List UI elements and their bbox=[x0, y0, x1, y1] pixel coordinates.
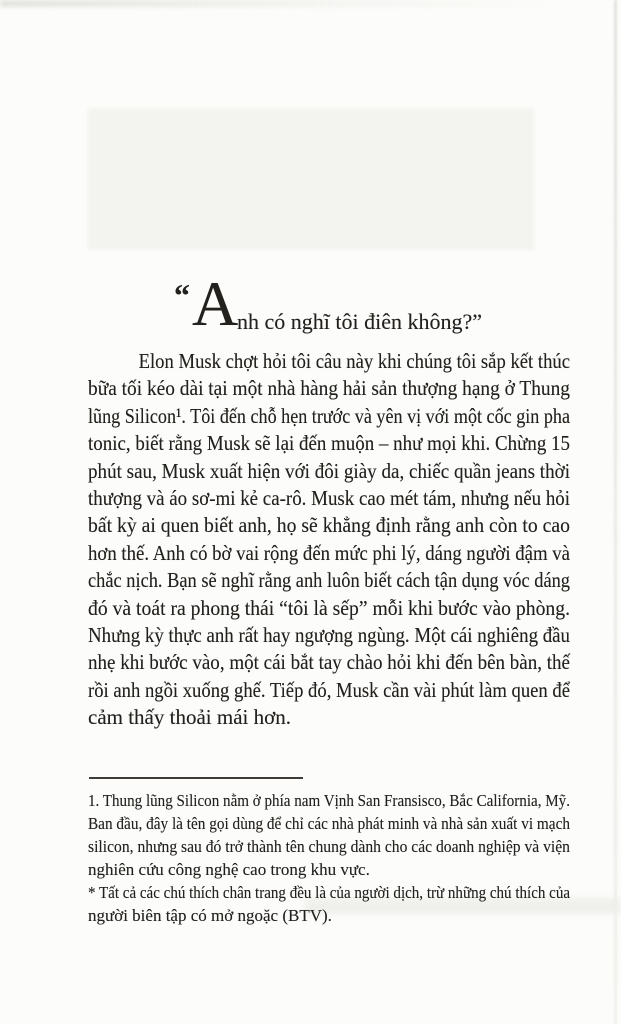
footnote-block bbox=[88, 789, 570, 927]
footnote-line: 1. Thung lũng Silicon nằm ở phía nam Vịnh San Fransisco, Bắc California, Mỹ. bbox=[88, 790, 570, 810]
body-paragraph bbox=[88, 348, 570, 732]
scan-artifact-box bbox=[88, 108, 534, 250]
body-line: hơn thế. Anh có bờ vai rộng đến mức phi lý, dáng người đậm và bbox=[88, 540, 570, 565]
footnote-separator bbox=[89, 777, 303, 779]
opening-quote-mark: “ bbox=[174, 277, 188, 313]
body-line: Nhưng kỳ thực anh rất hay ngượng ngùng. Một cái nghiêng đầu bbox=[88, 623, 570, 648]
page-content bbox=[88, 268, 570, 927]
body-line: bất kỳ ai quen biết anh, họ sẽ khẳng định rằng anh còn to cao bbox=[88, 513, 570, 538]
footnote-line: * Tất cả các chú thích chân trang đều là của người dịch, trừ những chú thích của bbox=[88, 882, 570, 902]
body-line: thượng và áo sơ-mi kẻ ca-rô. Musk cao mét tám, nhưng nếu hỏi bbox=[88, 486, 570, 511]
opening-line-text: nh có nghĩ tôi điên không?” bbox=[237, 309, 483, 334]
body-line: chắc nịch. Bạn sẽ nghĩ rằng anh luôn biết cách tận dụng vóc dáng bbox=[88, 568, 570, 593]
dropcap-letter: A bbox=[192, 268, 239, 339]
body-line: Elon Musk chợt hỏi tôi câu này khi chúng tôi sắp kết thúc bbox=[138, 349, 570, 373]
body-line: cảm thấy thoải mái hơn. bbox=[88, 705, 291, 730]
footnote-line: silicon, nhưng sau đó trở thành tên chung dành cho các doanh nghiệp và viện bbox=[88, 836, 570, 856]
opening-line bbox=[88, 268, 570, 348]
scan-artifact-right-edge bbox=[614, 0, 617, 1024]
footnote-line: Ban đầu, đây là tên gọi dùng để chỉ các nhà phát minh và nhà sản xuất vi mạch bbox=[88, 813, 570, 833]
body-line: đó và toát ra phong thái “tôi là sếp” mỗi khi bước vào phòng. bbox=[88, 595, 570, 620]
footnote-line: người biên tập có mở ngoặc (BTV). bbox=[88, 905, 332, 925]
body-line: bữa tối kéo dài tại một nhà hàng hải sản thượng hạng ở Thung bbox=[88, 376, 570, 401]
footnote-line: nghiên cứu công nghệ cao trong khu vực. bbox=[88, 859, 370, 879]
body-line: lũng Silicon¹. Tôi đến chỗ hẹn trước và yên vị với một cốc gin pha bbox=[88, 403, 570, 428]
body-line: tonic, biết rằng Musk sẽ lại đến muộn – như mọi khi. Chừng 15 bbox=[88, 431, 570, 456]
body-line: phút sau, Musk xuất hiện với đôi giày da, chiếc quần jeans thời bbox=[88, 458, 570, 483]
body-line: nhẹ khi bước vào, một cái bắt tay chào hỏi khi đến bên bàn, thế bbox=[88, 650, 570, 675]
scan-artifact-top-smudge bbox=[0, 0, 568, 7]
body-line: rồi anh ngồi xuống ghế. Tiếp đó, Musk cần vài phút làm quen để bbox=[88, 677, 570, 702]
